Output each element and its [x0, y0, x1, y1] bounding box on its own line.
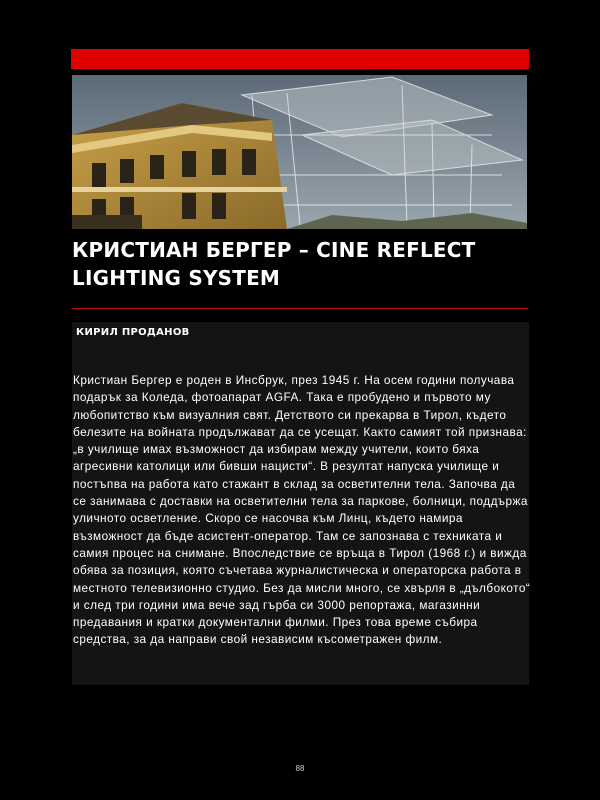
accent-bar [71, 49, 529, 69]
header-photo [72, 75, 527, 229]
title-divider [72, 308, 528, 309]
article-body: Кристиан Бергер е роден в Инсбрук, през 1945 г. На осем години получава подарък за Коледа, фотоапарат AGFA. Така е пробудено и първото му любопитство към визуалния свят. Детството си прекарва в Тирол, където белезите на войната продължават да се усещат. Както самият той признава: „в училище имах възможност да избирам между учители, които бяха агресивни католици или бивши нацисти“. В резултат напуска училище и постъпва на работа като стажант в склад за осветителни тела. Започва да се занимава с доставки на осветителни тела за паркове, болници, поддържа уличното осветление. Скоро се насочва към Линц, където намира възможност да бъде асистент-оператор. Там се запознава с техниката и самия процес на снимане. Впоследствие се връща в Тирол (1968 г.) и вижда обява за позиция, която съчетава журналистическа и операторска работа в местното телевизионно студио. Без да мисли много, се хвърля в „дълбокото“ и след три години има вече зад гърба си 3000 репортажа, магазинни предавания и кратки документални филми. През това време събира средства, за да направи свой независим късометражен филм. [73, 373, 531, 647]
article-author: КИРИЛ ПРОДАНОВ [76, 327, 190, 338]
article-title: КРИСТИАН БЕРГЕР – CINE REFLECT LIGHTING SYSTEM [72, 238, 476, 290]
page-number: 88 [295, 764, 305, 773]
